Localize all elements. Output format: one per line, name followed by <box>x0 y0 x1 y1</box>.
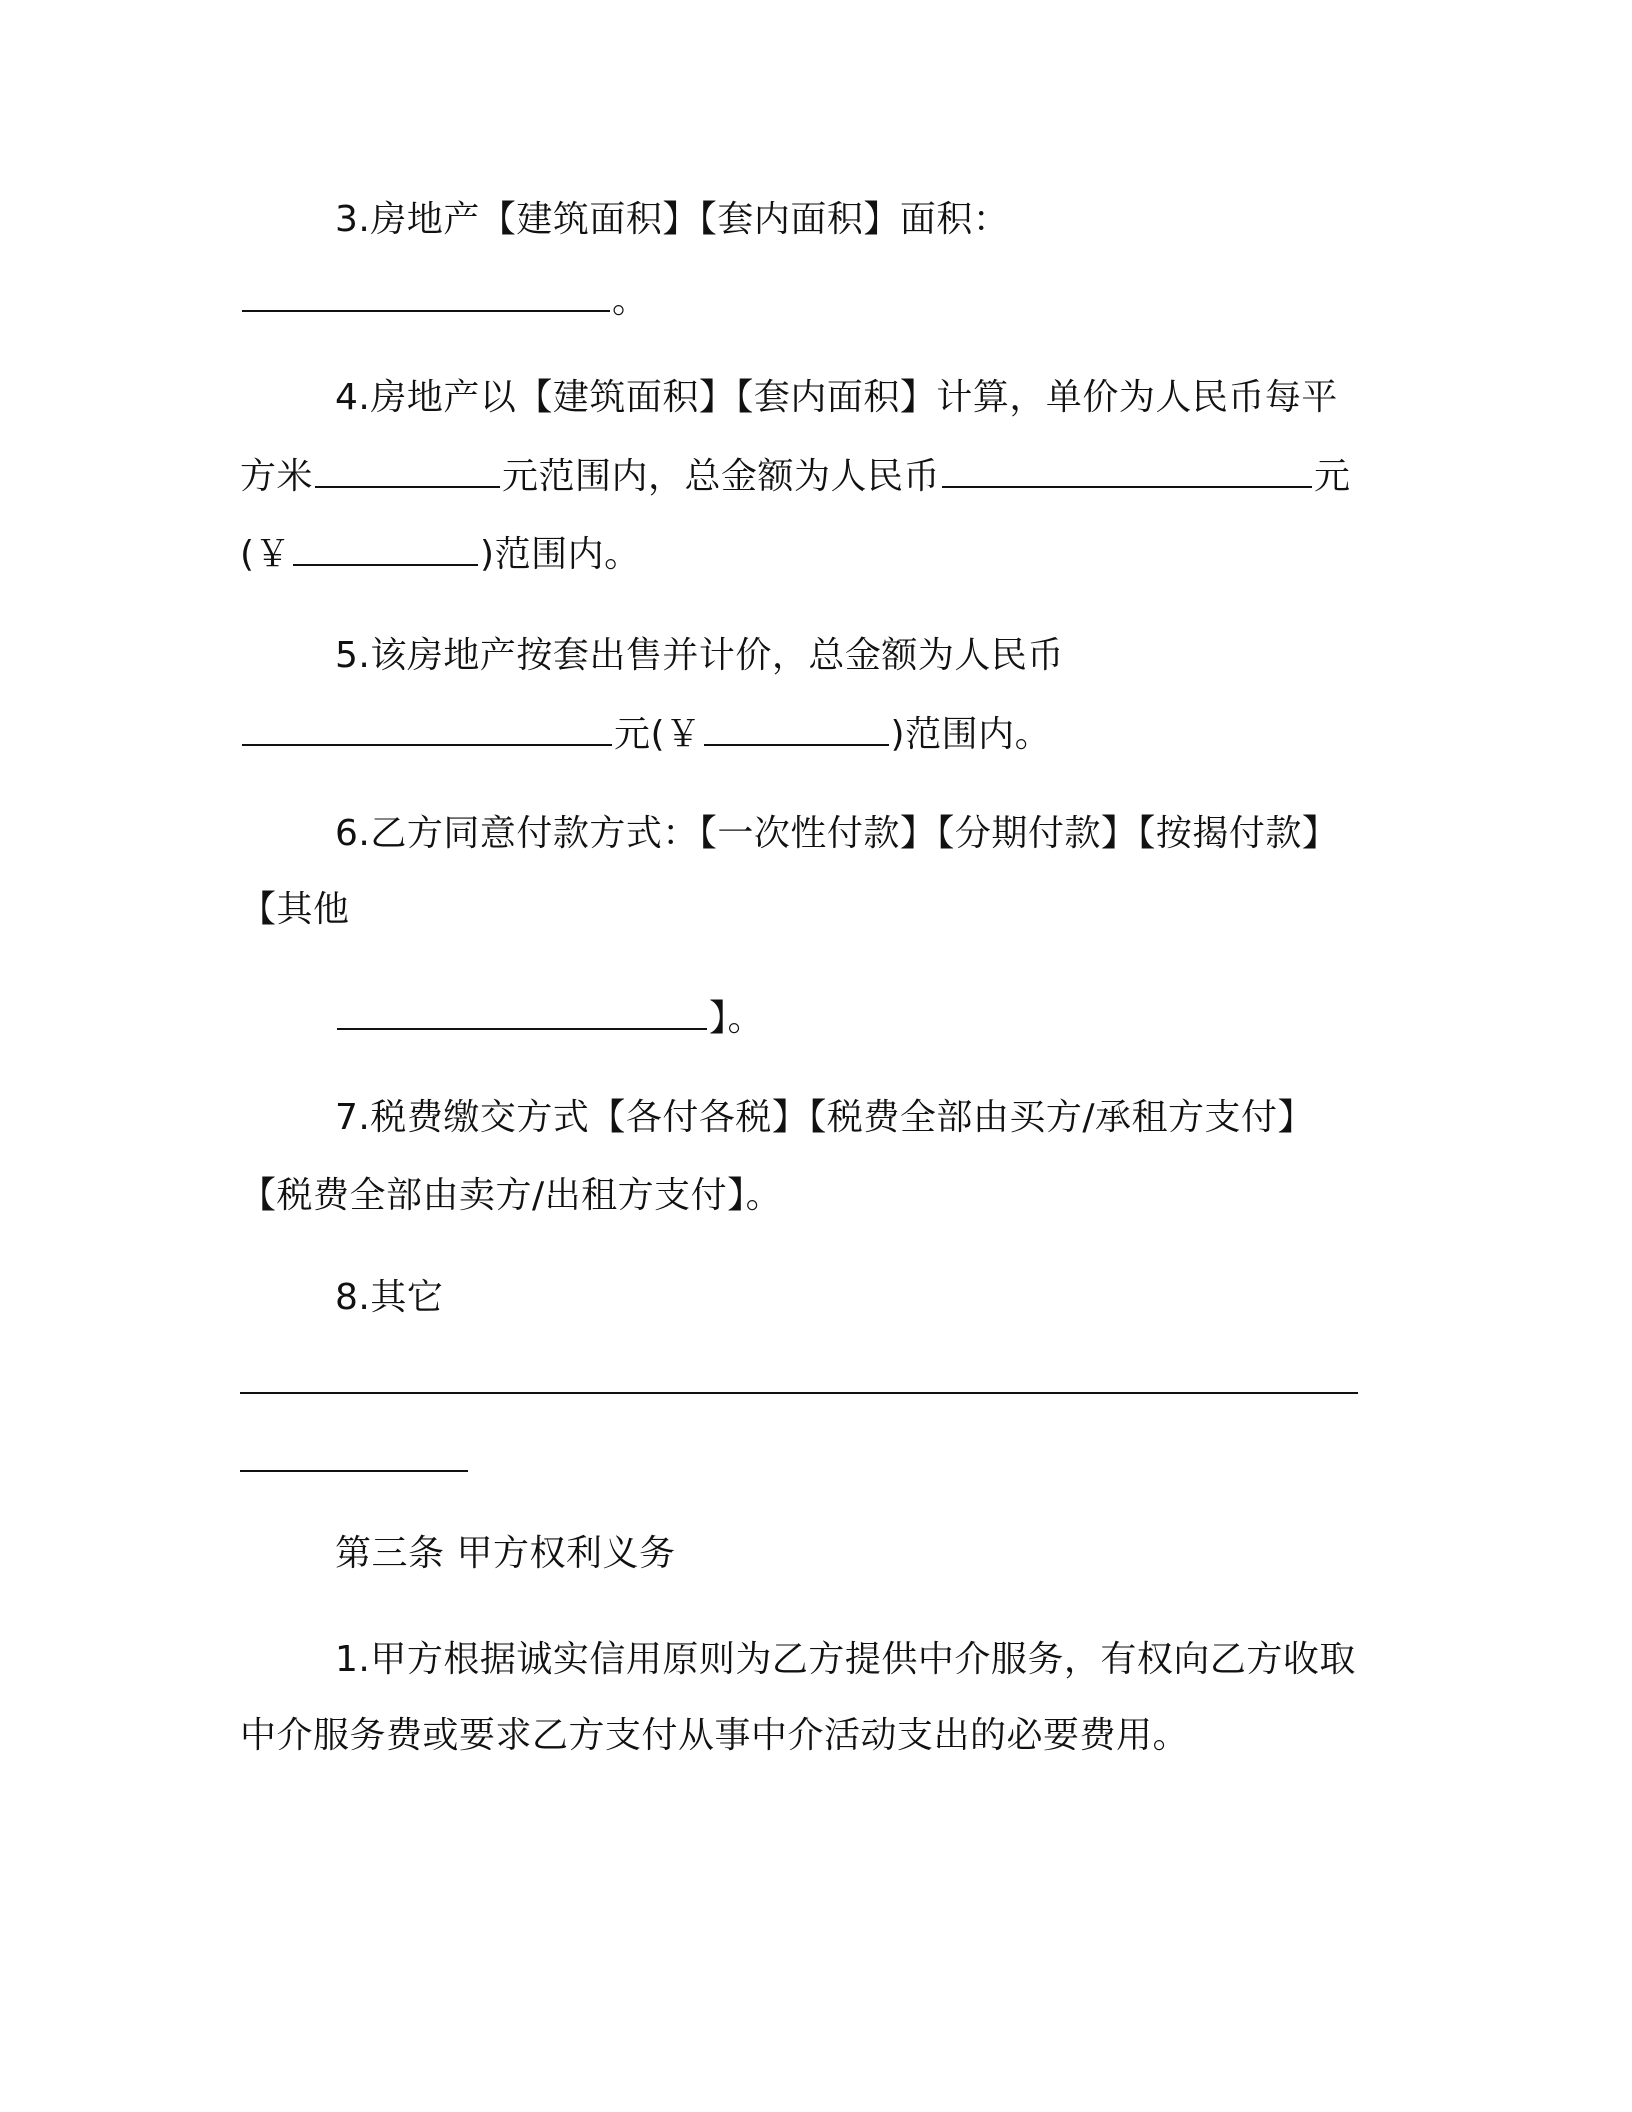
package-amount-blank <box>242 710 612 746</box>
item-4-text-3b: )范围内。 <box>480 534 641 575</box>
item-4-text-1: 4.房地产以【建筑面积】【套内面积】计算，单价为人民币每平 <box>335 377 1338 418</box>
item-8-blank-rule-2 <box>240 1470 468 1472</box>
item-4-line-3 <box>240 530 641 579</box>
item-6-line-1 <box>335 810 1338 858</box>
article-3-clause-1-text-1: 1.甲方根据诚实信用原则为乙方提供中介服务，有权向乙方收取 <box>335 1639 1356 1680</box>
item-8-label: 8.其它 <box>335 1277 444 1318</box>
article-3-clause-1-line-2 <box>240 1712 1189 1760</box>
item-3-end: 。 <box>612 280 649 321</box>
other-payment-blank <box>337 994 707 1030</box>
item-5-line-1 <box>335 632 1064 680</box>
article-3-title <box>335 1530 675 1578</box>
item-7-line-2 <box>240 1172 782 1220</box>
item-8-text <box>335 1274 443 1322</box>
item-3-text <box>335 196 1009 244</box>
total-amount-blank <box>942 452 1312 488</box>
item-3-blank-line <box>240 276 649 325</box>
item-5-text-1: 5.该房地产按套出售并计价，总金额为人民币 <box>335 635 1064 676</box>
item-3-area-blank <box>242 276 610 312</box>
item-4-text-2c: 元 <box>1314 456 1351 497</box>
item-7-text-1: 7.税费缴交方式【各付各税】【税费全部由买方/承租方支付】 <box>335 1097 1314 1138</box>
total-amount-figure-blank <box>293 530 478 566</box>
item-5-text-2a: 元(￥ <box>614 714 702 755</box>
item-3-label: 3.房地产【建筑面积】【套内面积】面积： <box>335 199 1010 240</box>
item-6-text-1: 6.乙方同意付款方式：【一次性付款】【分期付款】【按揭付款】 <box>335 813 1339 854</box>
item-8-blank-rule-1 <box>240 1392 1358 1394</box>
item-7-text-2: 【税费全部由卖方/出租方支付】。 <box>240 1175 783 1216</box>
item-5-line-2 <box>240 710 1051 759</box>
item-6-line-2 <box>240 886 350 934</box>
item-4-text-2a: 方米 <box>240 456 314 497</box>
item-6-line-3 <box>335 994 764 1043</box>
item-7-line-1 <box>335 1094 1314 1142</box>
article-3-clause-1-line-1 <box>335 1636 1356 1684</box>
item-6-end: 】。 <box>709 998 765 1039</box>
item-4-line-2 <box>240 452 1351 501</box>
article-3-clause-1-text-2: 中介服务费或要求乙方支付从事中介活动支出的必要费用。 <box>240 1715 1190 1756</box>
item-4-line-1 <box>335 374 1338 422</box>
item-5-text-2b: )范围内。 <box>890 714 1052 755</box>
article-3-title-text: 第三条 甲方权利义务 <box>335 1533 676 1574</box>
item-4-text-3a: (￥ <box>240 534 292 575</box>
item-4-text-2b: 元范围内，总金额为人民币 <box>502 456 941 497</box>
item-6-text-2: 【其他 <box>240 889 350 930</box>
unit-price-blank <box>315 452 500 488</box>
package-amount-figure-blank <box>704 710 889 746</box>
